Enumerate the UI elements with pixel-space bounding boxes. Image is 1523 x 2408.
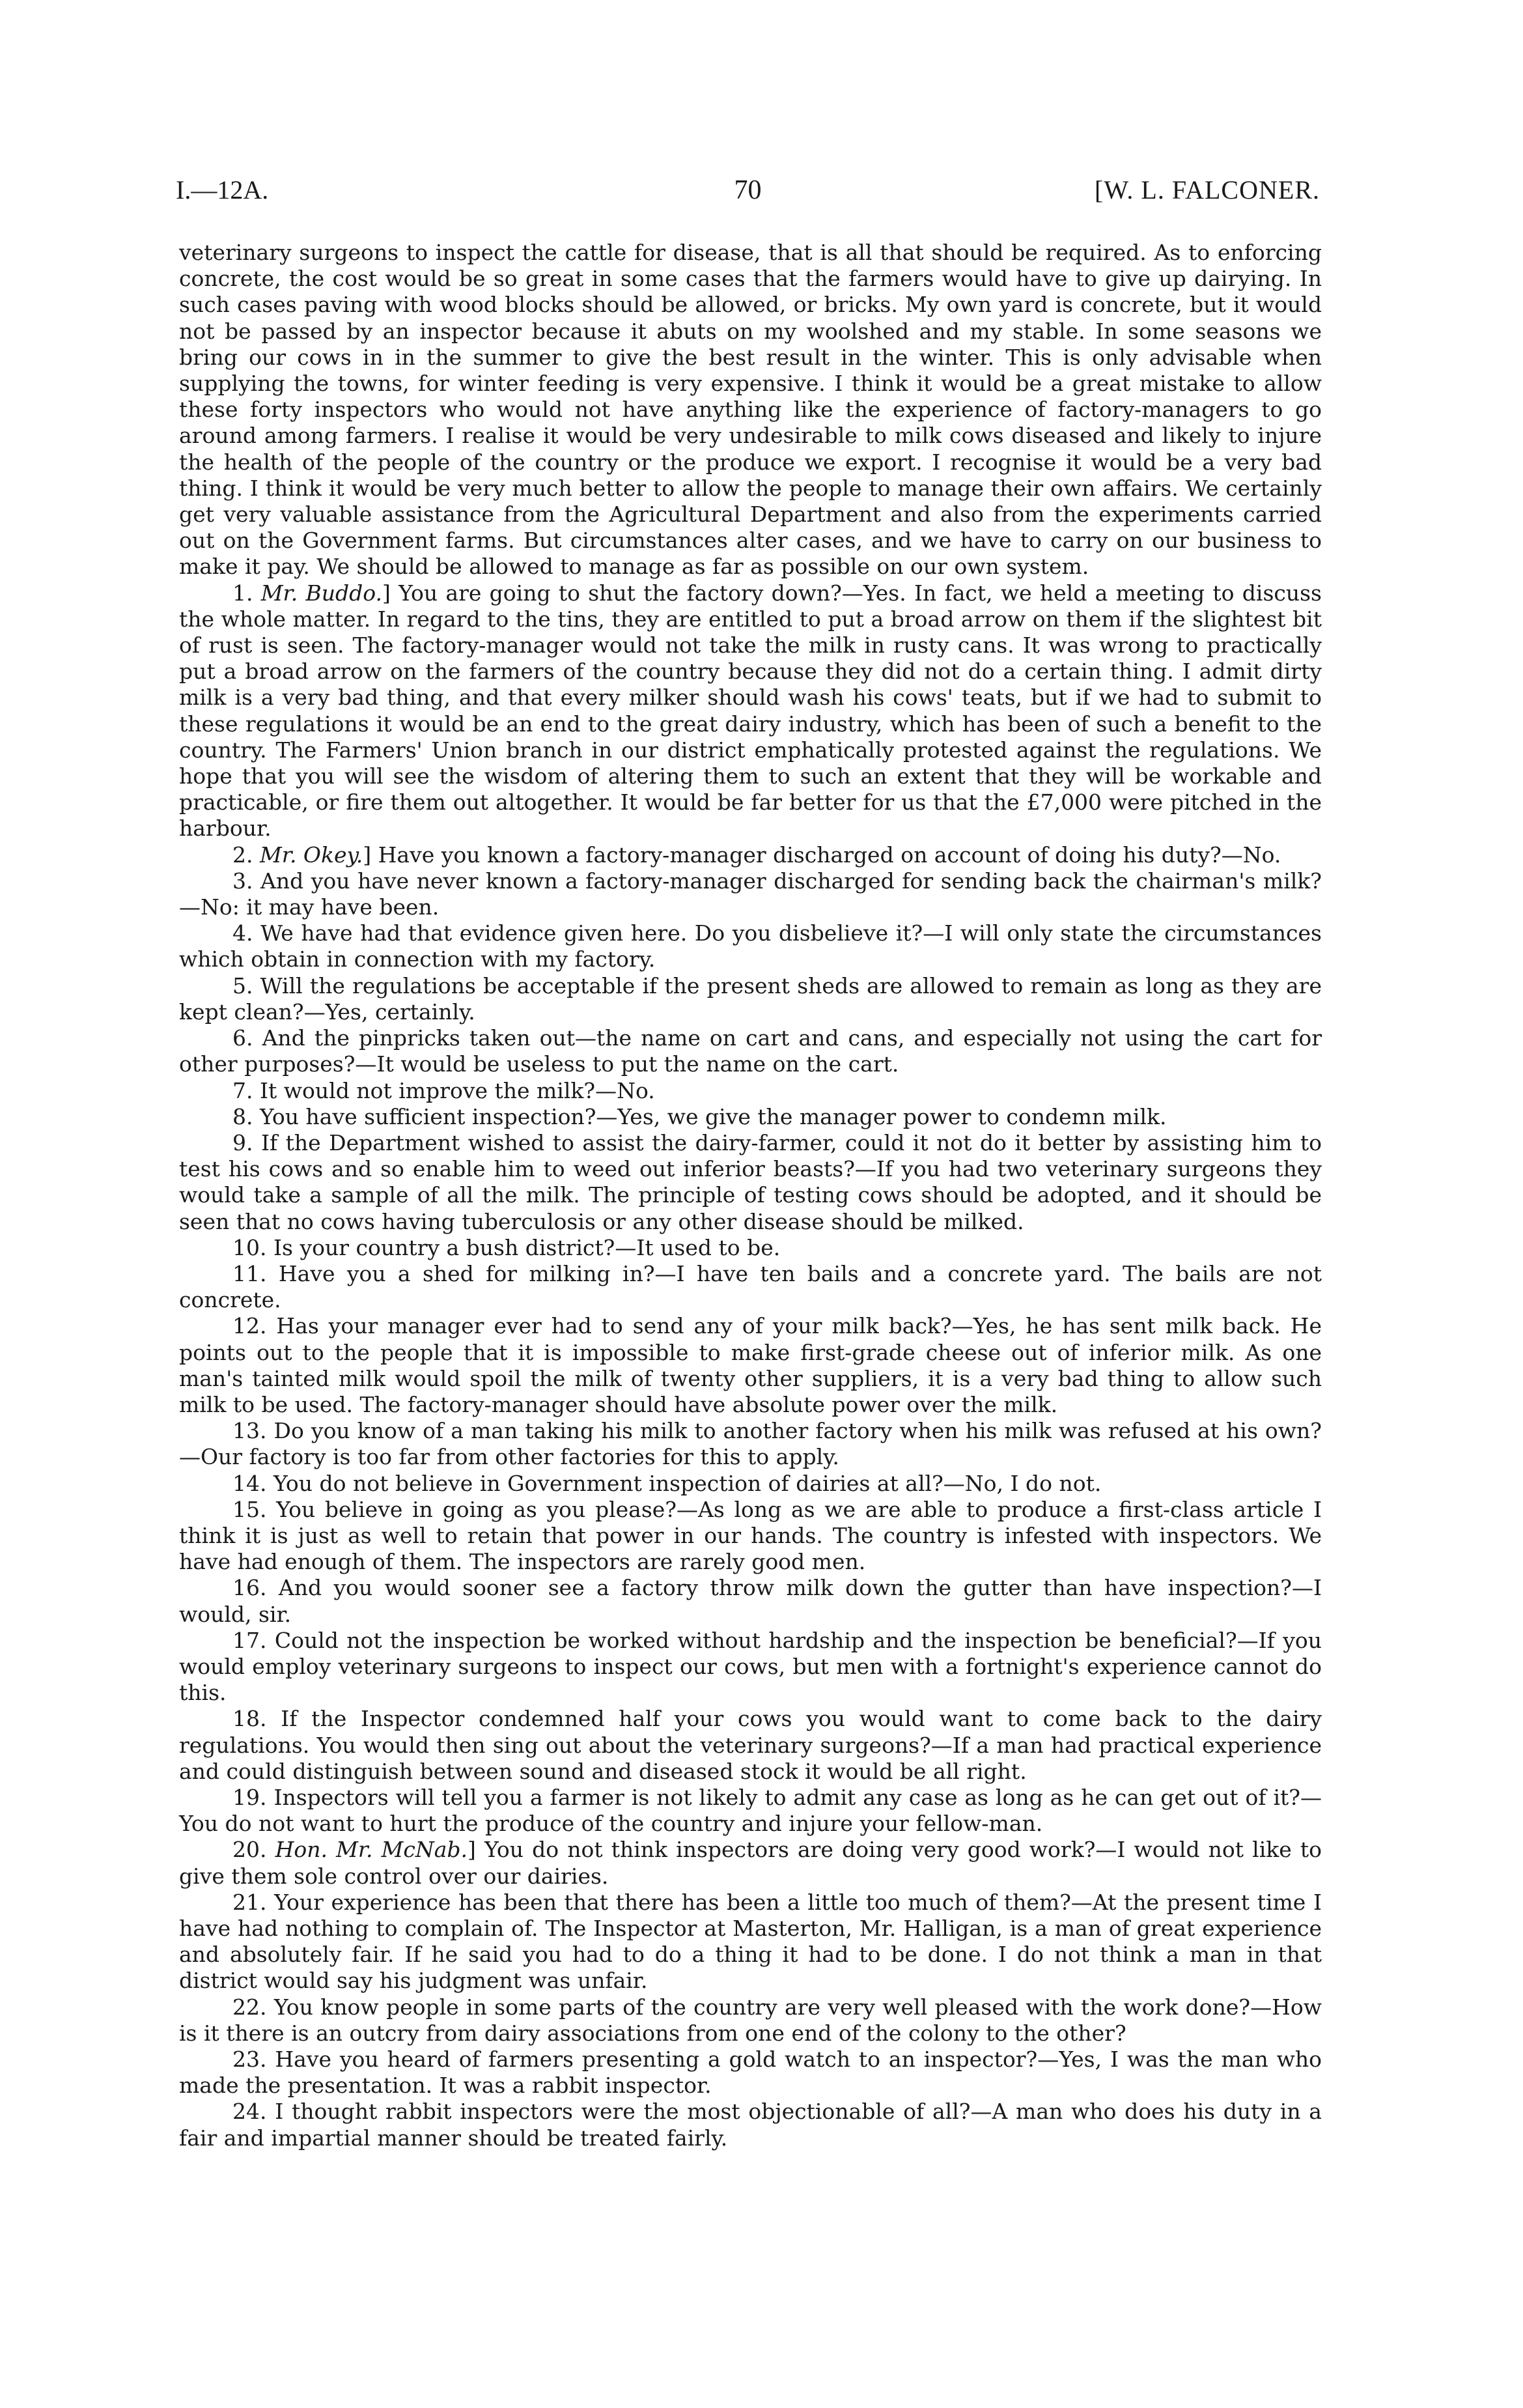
- paragraph: 24. I thought rabbit inspectors were the most objectionable of all?—A man who does his duty in a fair and impartial manner should be treated fairly.: [179, 2099, 1322, 2151]
- paragraph: 19. Inspectors will tell you a farmer is not likely to admit any case as long as he can get out of it?—You do not want to hurt the produce of the country and injure your fellow-man.: [179, 1784, 1322, 1837]
- speaker-name: Hon. Mr. McNab.: [275, 1837, 468, 1863]
- speaker-name: Mr. Buddo.: [260, 580, 382, 606]
- paragraph: 15. You believe in going as you please?—As long as we are able to produce a first-class article I think it is just as well to retain that power in our hands. The country is infested with inspectors. We have had enough of them. The inspectors are rarely good men.: [179, 1496, 1322, 1575]
- paragraph: 2. Mr. Okey.] Have you known a factory-manager discharged on account of doing his duty?—No.: [232, 842, 1281, 868]
- paragraph: 20. Hon. Mr. McNab.] You do not think inspectors are doing very good work?—I would not like to give them sole control over our dairies.: [179, 1837, 1322, 1889]
- paragraph: 6. And the pinpricks taken out—the name on cart and cans, and especially not using the cart for other purposes?—It would be useless to put the name on the cart.: [179, 1025, 1322, 1077]
- paragraph: 18. If the Inspector condemned half your cows you would want to come back to the dairy regulations. You would then sing out about the veterinary surgeons?—If a man had practical experience and could distinguish between sound and diseased stock it would be all right.: [179, 1706, 1322, 1784]
- paragraph: 5. Will the regulations be acceptable if the present sheds are allowed to remain as long as they are kept clean?—Yes, certainly.: [179, 972, 1322, 1025]
- speaker-name: Mr. Okey.: [260, 842, 363, 868]
- paragraph: 4. We have had that evidence given here. Do you disbelieve it?—I will only state the circumstances which obtain in connection with my factory.: [179, 920, 1322, 972]
- paragraph: 12. Has your manager ever had to send any of your milk back?—Yes, he has sent milk back. He points out to the people that it is impossible to make first-grade cheese out of inferior milk. As one man's tainted milk would spoil the milk of twenty other suppliers, it is a very bad thing to allow such milk to be used. The factory-manager should have absolute power over the milk.: [179, 1313, 1322, 1417]
- paragraph: 14. You do not believe in Government inspection of dairies at all?—No, I do not.: [232, 1470, 1102, 1496]
- paragraph: veterinary surgeons to inspect the cattle for disease, that is all that should be required. As to enforcing concrete, the cost would be so great in some cases that the farmers would have to give up dairying. In such cases paving with wood blocks should be allowed, or bricks. My own yard is concrete, but it would not be passed by an inspector because it abuts on my woolshed and my stable. In some seasons we bring our cows in in the summer to give the best result in the winter. This is only advisable when supplying the towns, for winter feeding is very expensive. I think it would be a great mistake to allow these forty inspectors who would not have anything like the experience of factory-managers to go around among farmers. I realise it would be very undesirable to milk cows diseased and likely to injure the health of the people of the country or the produce we export. I recognise it would be a very bad thing. I think it would be very much better to allow the people to manage their own affairs. We certainly get very valuable assistance from the Agricultural Department and also from the experiments carried out on the Government farms. But circumstances alter cases, and we have to carry on our business to make it pay. We should be allowed to manage as far as possible on our own system.: [179, 240, 1322, 580]
- paragraph: 17. Could not the inspection be worked without hardship and the inspection be beneficial?—If you would employ veterinary surgeons to inspect our cows, but men with a fortnight's experience cannot do this.: [179, 1627, 1322, 1706]
- paragraph: 3. And you have never known a factory-manager discharged for sending back the chairman's milk?—No: it may have been.: [179, 868, 1322, 920]
- page-number: 70: [734, 175, 762, 205]
- paragraph: 7. It would not improve the milk?—No.: [232, 1077, 655, 1103]
- document-body: [179, 240, 1322, 2151]
- paragraph: 1. Mr. Buddo.] You are going to shut the factory down?—Yes. In fact, we held a meeting to discuss the whole matter. In regard to the tins, they are entitled to put a broad arrow on them if the slightest bit of rust is seen. The factory-manager would not take the milk in rusty cans. It was wrong to practically put a broad arrow on the farmers of the country because they did not do a certain thing. I admit dirty milk is a very bad thing, and that every milker should wash his cows' teats, but if we had to submit to these regulations it would be an end to the great dairy industry, which has been of such a benefit to the country. The Farmers' Union branch in our district emphatically protested against the regulations. We hope that you will see the wisdom of altering them to such an extent that they will be workable and practicable, or fire them out altogether. It would be far better for us that the £7,000 were pitched in the harbour.: [179, 580, 1322, 842]
- paragraph: 13. Do you know of a man taking his milk to another factory when his milk was refused at his own?—Our factory is too far from other factories for this to apply.: [179, 1418, 1322, 1470]
- paragraph: 9. If the Department wished to assist the dairy-farmer, could it not do it better by assisting him to test his cows and so enable him to weed out inferior beasts?—If you had two veterinary surgeons they would take a sample of all the milk. The principle of testing cows should be adopted, and it should be seen that no cows having tuberculosis or any other disease should be milked.: [179, 1129, 1322, 1234]
- paragraph: 11. Have you a shed for milking in?—I have ten bails and a concrete yard. The bails are not concrete.: [179, 1260, 1322, 1313]
- paragraph: 21. Your experience has been that there has been a little too much of them?—At the present time I have had nothing to complain of. The Inspector at Masterton, Mr. Halligan, is a man of great experience and absolutely fair. If he said you had to do a thing it had to be done. I do not think a man in that district would say his judgment was unfair.: [179, 1889, 1322, 1994]
- paragraph: 22. You know people in some parts of the country are very well pleased with the work done?—How is it there is an outcry from dairy associations from one end of the colony to the other?: [179, 1994, 1322, 2046]
- paragraph: 8. You have sufficient inspection?—Yes, we give the manager power to condemn milk.: [232, 1103, 1167, 1129]
- page-header: [176, 175, 1320, 214]
- paragraph: 23. Have you heard of farmers presenting a gold watch to an inspector?—Yes, I was the man who made the presentation. It was a rabbit inspector.: [179, 2047, 1322, 2099]
- paragraph: 10. Is your country a bush district?—It used to be.: [232, 1234, 781, 1260]
- paper-reference: I.—12A.: [176, 175, 269, 205]
- witness-name: [W. L. FALCONER.: [1095, 175, 1320, 205]
- paragraph: 16. And you would sooner see a factory throw milk down the gutter than have inspection?—I would, sir.: [179, 1575, 1322, 1627]
